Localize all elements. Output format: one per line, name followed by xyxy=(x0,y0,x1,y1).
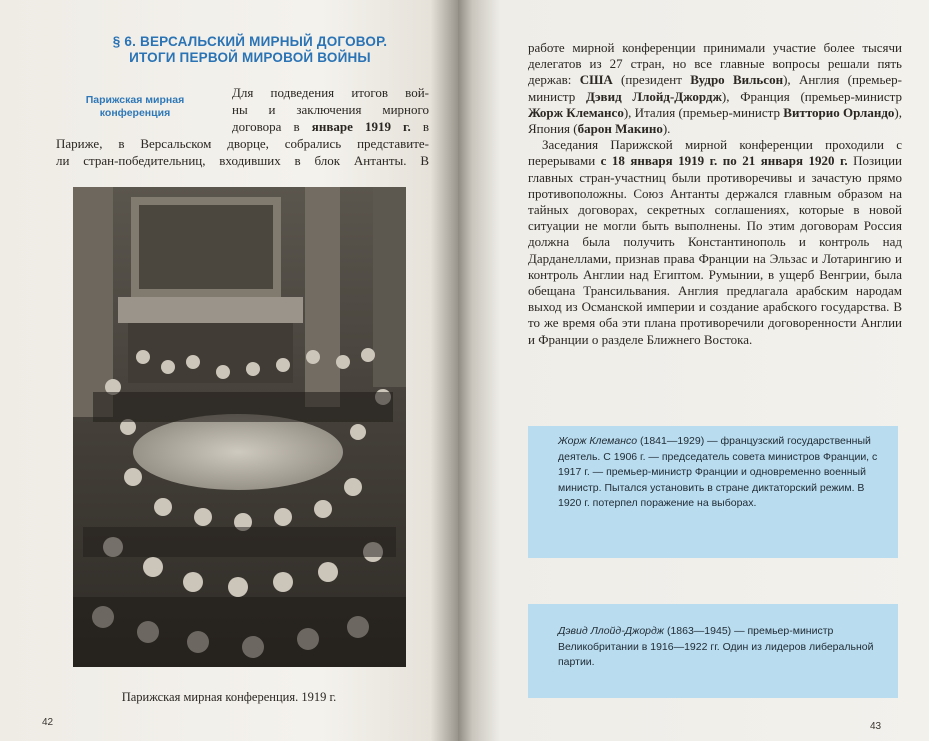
text: ), Италия (премьер-министр xyxy=(623,104,784,120)
intro-line xyxy=(232,118,429,135)
main-text xyxy=(528,40,902,348)
intro-paragraph-start xyxy=(232,84,429,135)
intro-paragraph-continued xyxy=(56,135,429,169)
section-heading xyxy=(100,34,400,66)
bio-name: Жорж Клемансо xyxy=(558,435,638,447)
text-bold: США xyxy=(579,72,613,88)
text-bold: Вудро Вильсон xyxy=(690,72,784,88)
text: Позиции главных стран-участниц были противоречивы и зачастую прямо противоположны. Союз Антанты держался главным образом на тайных договорах, секретных соглашениях, которые в новой ситуации не могли быть выполнены. По этим договорам Россия должна была получить Константинополь и контроль над Дарданеллами, признав права Франции на Эльзас и Лотарингию и контроль Англии над Египтом. Румынии, в ущерб Венгрии, была обещана Трансильвания. Англия предлагала арабским народам выход из Османской империи и создание арабского государства. В то же время оба эти плана противоречили договоренности Англии и Франции о разделе Ближнего Востока. xyxy=(528,153,902,347)
left-page xyxy=(0,0,458,741)
page-number-left: 42 xyxy=(42,717,54,728)
text-bold: Витторио Орландо xyxy=(783,104,895,120)
heading-line-2: ИТОГИ ПЕРВОЙ МИРОВОЙ ВОЙНЫ xyxy=(129,50,371,65)
intro-date: январе 1919 г. xyxy=(311,119,411,134)
text-bold: Жорж Клемансо xyxy=(528,104,624,120)
paragraph-2 xyxy=(528,137,902,348)
text: работе мирной конференции принимали участие более тысячи делегатов из 27 стран, но все главные вопросы решали пять держав: xyxy=(528,40,902,88)
intro-text: договора в xyxy=(232,119,312,134)
intro-line: Париже, в Версальском дворце, собрались представите- xyxy=(56,136,429,151)
bio-box-clemenceau xyxy=(528,426,898,558)
intro-line: ли стран-победительниц, входивших в блок Антанты. В xyxy=(56,153,429,168)
text-bold: барон Макино xyxy=(577,121,663,137)
text: ), Франция (премьер-министр xyxy=(721,88,902,104)
conference-photo-drawing xyxy=(73,187,406,667)
paragraph-1 xyxy=(528,40,902,137)
side-label-line-1: Парижская мирная xyxy=(85,94,185,106)
text-bold: с 18 января 1919 г. по 21 января 1920 г. xyxy=(600,153,848,169)
conference-photo xyxy=(73,187,406,667)
bio-box-lloyd-george xyxy=(528,604,898,698)
photo-caption: Парижская мирная конференция. 1919 г. xyxy=(121,690,337,704)
text-bold: Дэвид Ллойд-Джордж xyxy=(586,88,722,104)
side-label xyxy=(74,94,196,120)
side-label-line-2: конференция xyxy=(99,107,171,119)
text: ). xyxy=(662,121,671,137)
heading-line-1: § 6. ВЕРСАЛЬСКИЙ МИРНЫЙ ДОГОВОР. xyxy=(112,34,388,49)
right-page xyxy=(458,0,929,741)
bio-text: (1841—1929) — французский государственный деятель. С 1906 г. — председатель совета министров Франции, с 1917 г. — премьер-министр Франции и одновременно военный министр. Пытался установить в стране диктаторский режим. В 1920 г. потерпел поражение на выборах. xyxy=(558,435,878,509)
text: ), Япония ( xyxy=(528,104,903,137)
page-number-right: 43 xyxy=(870,721,882,732)
intro-text: в xyxy=(410,119,429,134)
text: (президент xyxy=(612,72,691,88)
intro-line: Для подведения итогов вой- xyxy=(232,85,429,100)
bio-text: (1863—1945) — премьер-министр Великобритании в 1916—1922 гг. Один из лидеров либеральной партии. xyxy=(558,625,874,668)
bio-name: Дэвид Ллойд-Джордж xyxy=(558,625,665,637)
text: Заседания Парижской мирной конференции проходили с перерывами xyxy=(528,137,902,169)
text: ), Англия (премьер-министр xyxy=(528,72,902,104)
intro-line: ны и заключения мирного xyxy=(232,102,429,117)
